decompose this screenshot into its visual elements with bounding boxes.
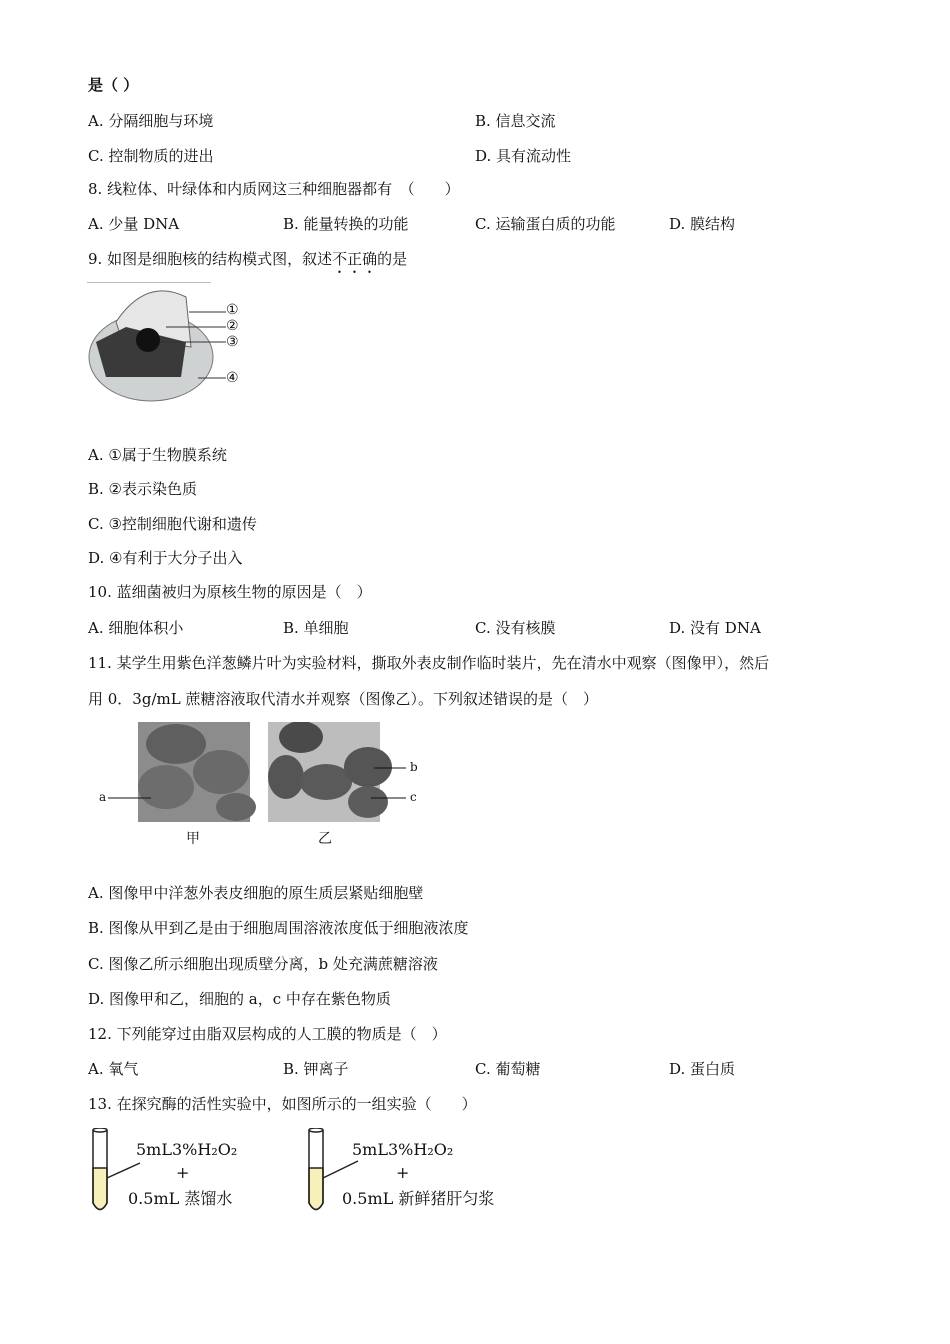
q8-option-b: B. 能量转换的功能 [283,215,409,233]
tube2-plus: + [396,1163,410,1182]
q9-option-d: D. ④有利于大分子出入 [88,549,243,567]
figure-label-1: ① [226,302,239,318]
q8-option-d: D. 膜结构 [669,215,736,233]
q10-option-c: C. 没有核膜 [475,619,556,637]
q9-stem-emph: 不正确 [332,250,378,268]
q11-option-d: D. 图像甲和乙，细胞的 a，c 中存在紫色物质 [88,990,391,1008]
q9-stem-pre: 9. 如图是细胞核的结构模式图，叙述 [88,250,333,268]
q8-option-c: C. 运输蛋白质的功能 [475,215,616,233]
tube1-line1: 5mL3%H₂O₂ [136,1140,238,1159]
q12-option-b: B. 钾离子 [283,1060,349,1078]
test-tube-figure [90,1128,530,1218]
figure-label-b: b [410,760,418,774]
tube1-plus: + [176,1163,190,1182]
nucleus-figure [86,282,256,402]
q7-stem-tail: 是（ ） [88,76,139,94]
tube2-line1: 5mL3%H₂O₂ [352,1140,454,1159]
q8-stem: 8. 线粒体、叶绿体和内质网这三种细胞器都有 （ ） [88,180,460,198]
q11-stem-line2: 用 0．3g/mL 蔗糖溶液取代清水并观察（图像乙）。下列叙述错误的是（ ） [88,690,598,708]
q10-option-b: B. 单细胞 [283,619,349,637]
q11-option-b: B. 图像从甲到乙是由于细胞周围溶液浓度低于细胞液浓度 [88,919,469,937]
q8-option-a: A. 少量 DNA [88,215,180,233]
q11-option-a: A. 图像甲中洋葱外表皮细胞的原生质层紧贴细胞壁 [88,884,424,902]
q7-option-d: D. 具有流动性 [475,147,572,165]
figure-label-2: ② [226,318,239,334]
q12-stem: 12. 下列能穿过由脂双层构成的人工膜的物质是（ ） [88,1025,447,1043]
q7-option-b: B. 信息交流 [475,112,556,130]
q10-option-a: A. 细胞体积小 [88,619,184,637]
tube1-line2: 0.5mL 蒸馏水 [128,1189,233,1208]
q9-option-c: C. ③控制细胞代谢和遗传 [88,515,257,533]
q12-option-a: A. 氧气 [88,1060,139,1078]
tube2-line2: 0.5mL 新鲜猪肝匀浆 [342,1189,495,1208]
q13-stem: 13. 在探究酶的活性实验中，如图所示的一组实验（ ） [88,1095,477,1113]
q10-stem: 10. 蓝细菌被归为原核生物的原因是（ ） [88,583,372,601]
q12-option-d: D. 蛋白质 [669,1060,736,1078]
q7-option-a: A. 分隔细胞与环境 [88,112,214,130]
caption-yi: 乙 [318,831,332,847]
q11-option-c: C. 图像乙所示细胞出现质壁分离，b 处充满蔗糖溶液 [88,955,438,973]
q9-option-a: A. ①属于生物膜系统 [88,446,227,464]
q7-option-c: C. 控制物质的进出 [88,147,214,165]
figure-label-3: ③ [226,334,239,350]
q12-option-c: C. 葡萄糖 [475,1060,541,1078]
q9-option-b: B. ②表示染色质 [88,480,198,498]
figure-label-a: a [99,790,107,804]
caption-jia: 甲 [186,831,200,847]
q10-option-d: D. 没有 DNA [669,619,761,637]
q11-stem-line1: 11. 某学生用紫色洋葱鳞片叶为实验材料，撕取外表皮制作临时装片，先在清水中观察（图像甲），然后 [88,654,770,672]
q9-stem [88,249,407,277]
figure-label-4: ④ [226,370,239,386]
figure-label-c: c [410,790,417,804]
q9-stem-post: 的是 [377,250,408,268]
onion-cell-figure [96,722,436,852]
